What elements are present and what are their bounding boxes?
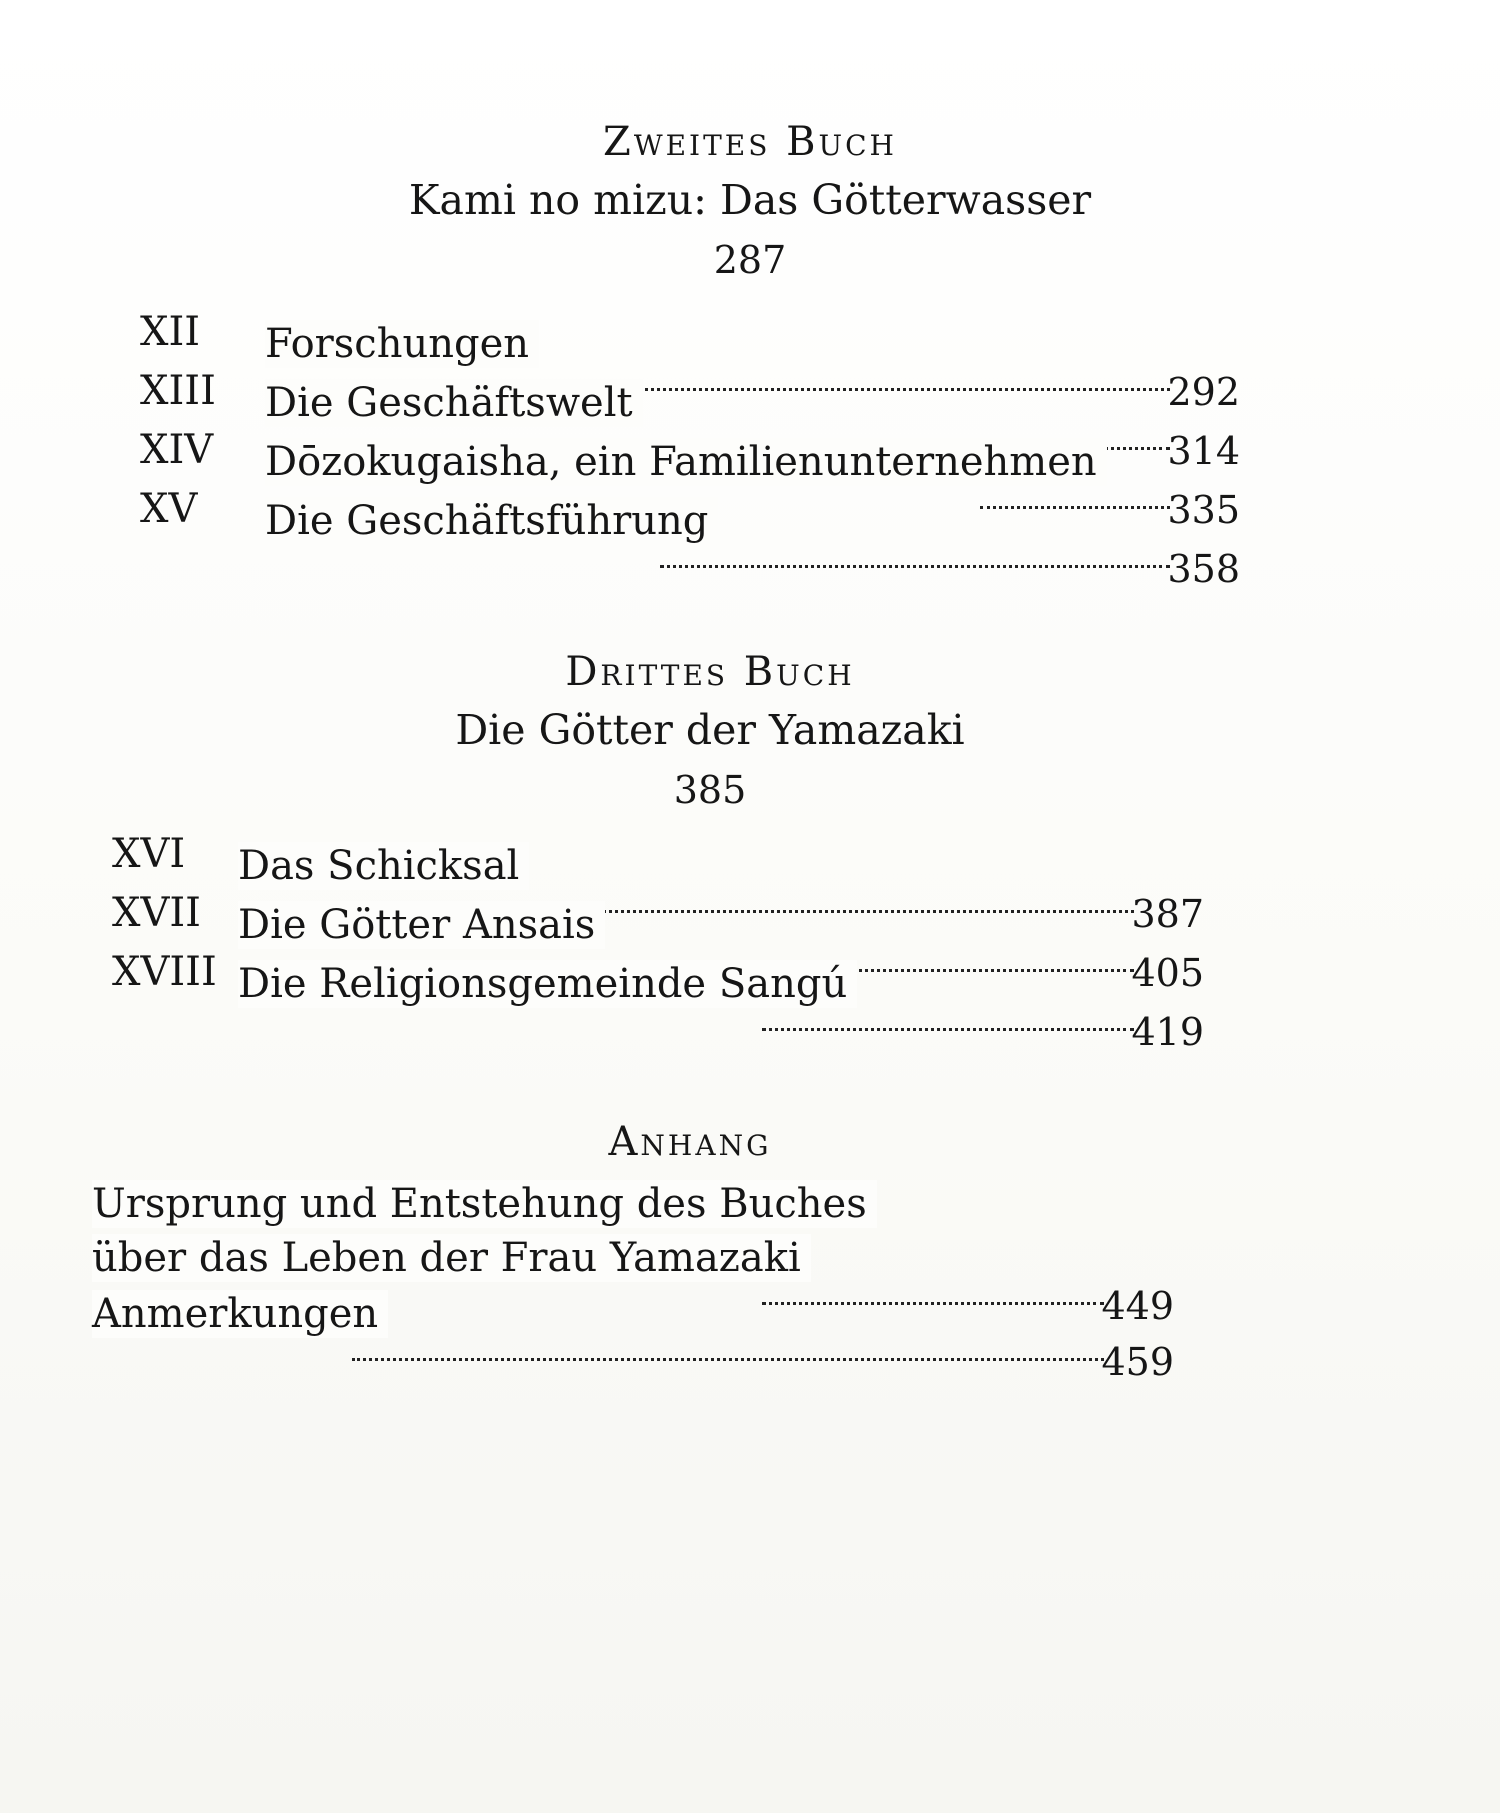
dot-leader bbox=[352, 1346, 1104, 1361]
chapter-page-number: 405 bbox=[1131, 951, 1204, 995]
appendix-page-number: 449 bbox=[1101, 1284, 1174, 1328]
chapter-numeral: XII bbox=[140, 309, 201, 355]
book3-subtitle: Die Götter der Yamazaki bbox=[455, 706, 965, 754]
dot-leader bbox=[660, 553, 1170, 568]
dot-leader bbox=[980, 494, 1170, 509]
appendix-title-line2: über das Leben der Frau Yamazaki bbox=[92, 1234, 811, 1282]
book2-heading bbox=[0, 118, 1500, 284]
appendix-title-line1: Ursprung und Entstehung des Buches bbox=[92, 1180, 877, 1228]
book2-chapter-list bbox=[140, 308, 1240, 591]
chapter-page-number: 358 bbox=[1167, 547, 1240, 591]
chapter-numeral: XVI bbox=[112, 831, 186, 877]
chapter-page-number: 292 bbox=[1167, 370, 1240, 414]
chapter-title: Das Schicksal bbox=[238, 842, 529, 890]
chapter-title: Dōzokugaisha, ein Familienunternehmen bbox=[265, 438, 1107, 486]
book2-page-number: 287 bbox=[713, 238, 787, 282]
appendix-heading bbox=[0, 1118, 1440, 1166]
book3-page-number: 385 bbox=[673, 768, 747, 812]
chapter-page-number: 419 bbox=[1131, 1010, 1204, 1054]
chapter-numeral: XVII bbox=[112, 890, 201, 936]
book2-subtitle: Kami no mizu: Das Götterwasser bbox=[408, 176, 1092, 224]
book3-chapter-list bbox=[112, 830, 1204, 1054]
chapter-title: Die Geschäftsführung bbox=[265, 497, 718, 545]
chapter-page-number: 314 bbox=[1167, 429, 1240, 473]
chapter-numeral: XIII bbox=[140, 368, 216, 414]
appendix-page-number: 459 bbox=[1101, 1340, 1174, 1384]
book3-heading bbox=[0, 648, 1460, 814]
dot-leader bbox=[532, 898, 1134, 913]
chapter-title: Die Religionsgemeinde Sangú bbox=[238, 960, 857, 1008]
dot-leader bbox=[762, 1016, 1134, 1031]
chapter-page-number: 387 bbox=[1131, 892, 1204, 936]
chapter-title: Forschungen bbox=[265, 320, 539, 368]
book2-label: Zweites Buch bbox=[603, 119, 897, 165]
appendix-title: Anmerkungen bbox=[92, 1290, 388, 1338]
chapter-page-number: 335 bbox=[1167, 488, 1240, 532]
appendix-label: Anhang bbox=[608, 1119, 772, 1165]
book3-label: Drittes Buch bbox=[565, 649, 855, 695]
chapter-title: Die Götter Ansais bbox=[238, 901, 605, 949]
chapter-numeral: XV bbox=[140, 486, 198, 532]
chapter-title: Die Geschäftswelt bbox=[265, 379, 643, 427]
chapter-numeral: XIV bbox=[140, 427, 214, 473]
dot-leader bbox=[762, 1290, 1104, 1305]
appendix-list bbox=[92, 1180, 1174, 1384]
chapter-numeral: XVIII bbox=[112, 949, 217, 995]
